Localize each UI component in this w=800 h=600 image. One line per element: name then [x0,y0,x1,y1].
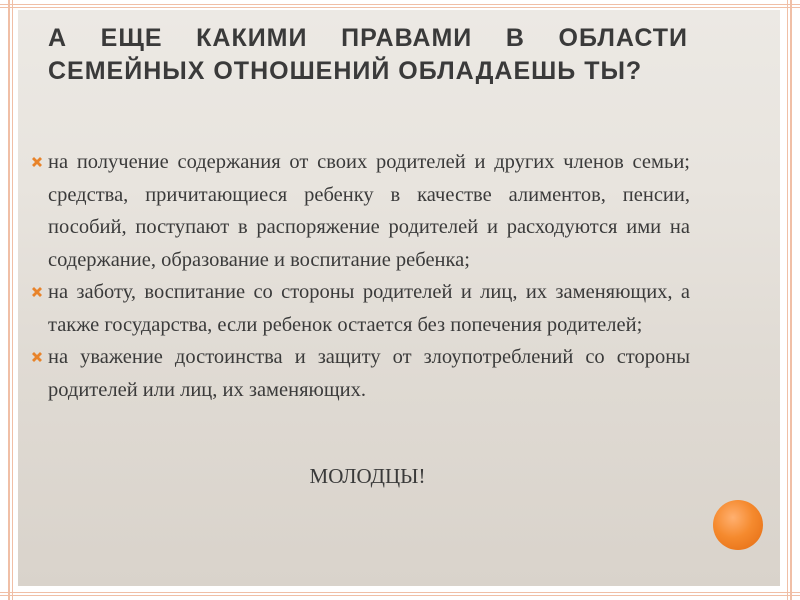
diamond-bullet-icon [30,155,44,169]
list-item-text: на получение содержания от своих родителей и других членов семьи; средства, причитающиеся ребенку в качестве алиментов, пенсии, пособий, поступают в распоряжение родителей и расходуются ими на содержание, образование и воспитание ребенка; [48,151,690,271]
frame-border-bottom-inner [0,592,800,593]
list-item-text: на заботу, воспитание со стороны родителей и лиц, их заменяющих, а также государства, если ребенок остается без попечения родителей; [48,281,690,336]
frame-border-left-inner [12,0,13,600]
frame-border-top-outer [0,4,800,5]
list-item [28,146,690,276]
slide-title: А ЕЩЕ КАКИМИ ПРАВАМИ В ОБЛАСТИ СЕМЕЙНЫХ ОТНОШЕНИЙ ОБЛАДАЕШЬ ТЫ? [48,24,688,85]
list-item [28,276,690,341]
orange-circle-decoration [713,500,763,550]
bullet-list [28,146,690,406]
frame-border-right-outer [790,0,792,600]
diamond-bullet-icon [30,350,44,364]
list-item-text: на уважение достоинства и защиту от злоупотреблений со стороны родителей или лиц, их заменяющих. [48,346,690,401]
diamond-bullet-icon [30,285,44,299]
frame-border-top-inner [0,7,800,8]
frame-border-bottom-outer [0,595,800,596]
frame-border-right-inner [787,0,788,600]
closing-text: МОЛОДЦЫ! [309,464,426,488]
frame-border-left-outer [8,0,10,600]
list-item [28,341,690,406]
